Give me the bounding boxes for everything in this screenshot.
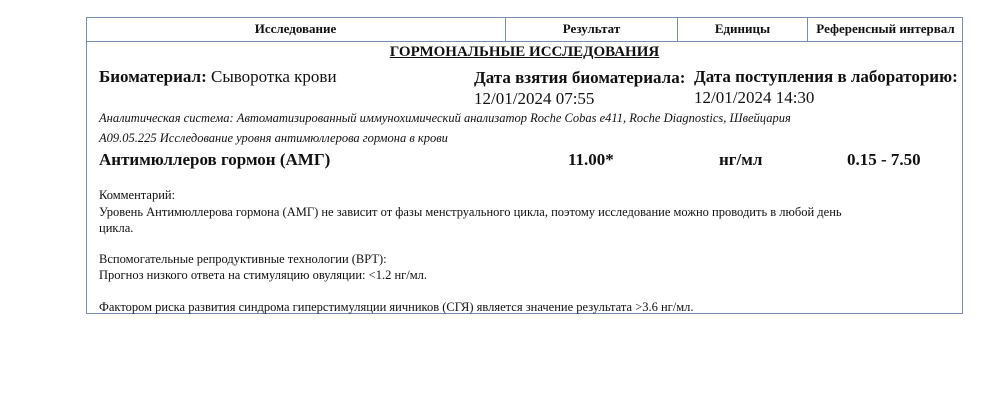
result-reference: 0.15 - 7.50 <box>847 150 921 169</box>
test-code: A09.05.225 Исследование уровня антимюллерова гормона в крови <box>99 131 448 145</box>
comment-line-1: Уровень Антимюллерова гормона (АМГ) не зависит от фазы менструального цикла, поэтому исследование можно проводить в любой день <box>99 205 842 219</box>
comment-line-2: цикла. <box>99 221 134 235</box>
result-value: 11.00* <box>568 150 614 169</box>
header-reference: Референсный интервал <box>808 17 963 42</box>
art-title: Вспомогательные репродуктивные технологии (ВРТ): <box>99 252 387 266</box>
comment-label: Комментарий: <box>99 188 176 202</box>
receipt-date-value: 12/01/2024 14:30 <box>694 88 815 107</box>
collection-date-label: Дата взятия биоматериала: <box>474 68 686 87</box>
risk-note: Фактором риска развития синдрома гиперстимуляции яичников (СГЯ) является значение результата >3.6 нг/мл. <box>99 300 694 314</box>
result-units: нг/мл <box>719 150 763 169</box>
result-name: Антимюллеров гормон (АМГ) <box>99 150 331 169</box>
biomaterial <box>99 67 337 87</box>
collection-date-value: 12/01/2024 07:55 <box>474 89 595 108</box>
header-units: Единицы <box>678 17 808 42</box>
table-header <box>86 17 963 42</box>
receipt-date-label: Дата поступления в лабораторию: <box>694 67 958 86</box>
art-text: Прогноз низкого ответа на стимуляцию овуляции: <1.2 нг/мл. <box>99 268 428 282</box>
biomaterial-value: Сыворотка крови <box>210 67 337 86</box>
biomaterial-label: Биоматериал: <box>99 67 207 86</box>
section-title: ГОРМОНАЛЬНЫЕ ИССЛЕДОВАНИЯ <box>389 44 660 60</box>
analytic-system: Аналитическая система: Автоматизированный иммунохимический анализатор Roche Cobas e411, Roche Diagnostics, Швейцария <box>99 111 791 125</box>
header-test: Исследование <box>86 17 506 42</box>
header-result: Результат <box>506 17 678 42</box>
